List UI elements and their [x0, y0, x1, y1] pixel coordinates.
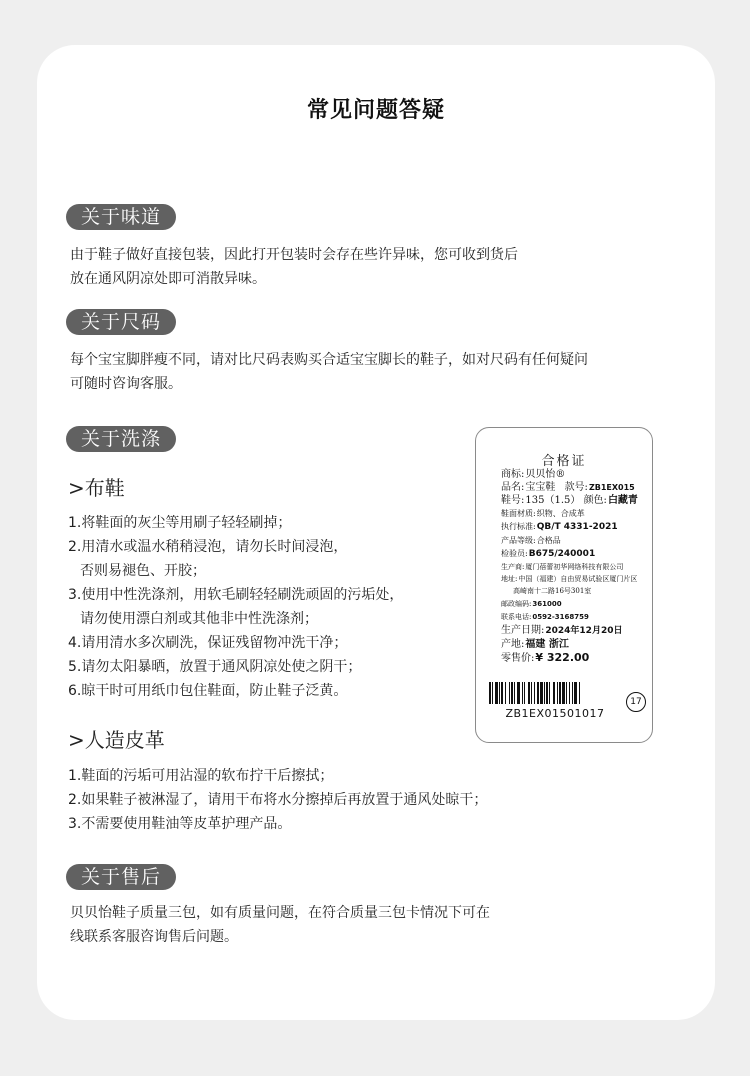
barcode-bar	[549, 682, 550, 704]
cert-origin	[501, 638, 651, 651]
list-item: 2.如果鞋子被淋湿了，请用干布将水分擦掉后再放置于通风处晾干；	[68, 792, 488, 808]
barcode-bar	[534, 682, 535, 704]
barcode-bar	[574, 682, 577, 704]
cert-label: 颜色:	[583, 495, 607, 506]
cert-name-style	[501, 481, 651, 494]
list-item: 4.请用清水多次刷洗，保证残留物冲洗干净；	[68, 635, 348, 651]
cert-label: 鞋号:	[501, 495, 525, 506]
subheading-cloth-shoes: >布鞋	[68, 476, 125, 500]
barcode-bar	[514, 682, 515, 704]
cert-label: 执行标准:	[501, 522, 536, 531]
barcode-bar	[524, 682, 525, 704]
cert-value: 中国（福建）自由贸易试验区厦门片区	[518, 575, 638, 583]
list-item: 1.鞋面的污垢可用沾湿的软布拧干后擦拭；	[68, 768, 334, 784]
cert-label: 商标:	[501, 469, 525, 480]
size-line: 可随时咨询客服。	[70, 376, 182, 392]
cert-label: 款号:	[564, 482, 588, 493]
cert-label: 生产商:	[501, 563, 525, 571]
cert-value: ZB1EX015	[588, 483, 635, 492]
smell-text	[70, 243, 518, 291]
cert-label: 地址:	[501, 575, 518, 583]
cert-phone	[501, 611, 651, 624]
list-item: 3.不需要使用鞋油等皮革护理产品。	[68, 816, 292, 832]
smell-line: 放在通风阴凉处即可消散异味。	[70, 271, 266, 287]
cert-producer	[501, 561, 651, 574]
cert-value: 贝贝怡®	[525, 469, 566, 480]
size-line: 每个宝宝脚胖瘦不同，请对比尺码表购买合适宝宝脚长的鞋子，如对尺码有任何疑问	[70, 352, 588, 368]
smell-line: 由于鞋子做好直接包装，因此打开包装时会存在些许异味，您可收到货后	[70, 247, 518, 263]
section-heading-after-sales: 关于售后	[66, 864, 176, 890]
list-item: 6.晾干时可用纸巾包住鞋面，防止鞋子泛黄。	[68, 683, 348, 699]
after-sales-text	[70, 901, 490, 949]
barcode-bar	[489, 682, 491, 704]
cert-label: 邮政编码:	[501, 600, 532, 608]
cert-price	[501, 651, 651, 665]
cert-value: 福建 浙江	[525, 639, 569, 650]
after-sales-line: 贝贝怡鞋子质量三包，如有质量问题，在符合质量三包卡情况下可在	[70, 905, 490, 921]
section-heading-wash: 关于洗涤	[66, 426, 176, 452]
barcode-image	[488, 682, 622, 704]
barcode-bar	[495, 682, 498, 704]
certificate-fields	[501, 468, 651, 665]
after-sales-line: 线联系客服咨询售后问题。	[70, 929, 238, 945]
barcode-number: ZB1EX01501017	[505, 707, 605, 720]
cert-value: B675/240001	[528, 549, 596, 559]
list-item: 请勿使用漂白剂或其他非中性洗涤剂；	[80, 611, 318, 627]
cert-label: 联系电话:	[501, 613, 532, 621]
barcode-bar	[566, 682, 567, 704]
barcode-bar	[579, 682, 580, 704]
cert-address	[501, 574, 651, 585]
section-heading-size: 关于尺码	[66, 309, 176, 335]
cert-address-line2: 高崎南十二路16号301室	[513, 587, 592, 595]
cert-value: QB/T 4331-2021	[536, 522, 618, 532]
faq-card	[37, 45, 715, 1020]
barcode-bar	[528, 682, 530, 704]
size-badge: 17	[626, 692, 646, 712]
barcode-bar	[540, 682, 543, 704]
barcode-bar	[492, 682, 493, 704]
section-heading-smell: 关于味道	[66, 204, 176, 230]
leather-care-list	[68, 764, 487, 836]
cert-value: 2024年12月20日	[545, 626, 623, 636]
cert-value: 135（1.5）	[525, 495, 581, 506]
cert-value: 0592-3168759	[532, 613, 589, 621]
certificate-title: 合格证	[541, 454, 587, 469]
barcode-bar	[537, 682, 539, 704]
size-text	[70, 348, 588, 396]
barcode-bar	[509, 682, 510, 704]
cert-brand	[501, 468, 651, 481]
cert-label: 品名:	[501, 482, 525, 493]
barcode-bar	[572, 682, 573, 704]
list-item: 3.使用中性洗涤剂，用软毛刷轻轻刷洗顽固的污垢处，	[68, 587, 404, 603]
certificate-tag	[475, 427, 653, 743]
barcode-bar	[559, 682, 561, 704]
list-item: 2.用清水或温水稍稍浸泡，请勿长时间浸泡，	[68, 539, 348, 555]
barcode-bar	[544, 682, 545, 704]
barcode-bar	[501, 682, 503, 704]
barcode-bar	[522, 682, 523, 704]
cert-grade	[501, 534, 651, 547]
list-item: 否则易褪色、开胶；	[80, 563, 206, 579]
cloth-care-list	[68, 511, 403, 703]
cert-standard	[501, 520, 651, 534]
page-title: 常见问题答疑	[306, 98, 445, 123]
barcode-bar	[569, 682, 570, 704]
barcode-bar	[511, 682, 513, 704]
cert-date	[501, 624, 651, 638]
cert-value: 织物、合成革	[536, 509, 585, 518]
cert-label: 产品等级:	[501, 536, 536, 545]
barcode-bar	[531, 682, 532, 704]
list-item: 5.请勿太阳暴晒，放置于通风阴凉处使之阴干；	[68, 659, 362, 675]
list-item: 1.将鞋面的灰尘等用刷子轻轻刷掉；	[68, 515, 292, 531]
cert-postcode	[501, 598, 651, 611]
barcode-bar	[505, 682, 506, 704]
cert-label: 检验员:	[501, 549, 528, 558]
cert-value: 361000	[532, 600, 562, 608]
cert-value: 宝宝鞋	[525, 482, 556, 493]
cert-label: 零售价:	[501, 653, 535, 664]
cert-value: 厦门蓓蕾初华网络科技有限公司	[525, 563, 624, 571]
cert-value: 白藏青	[607, 495, 638, 506]
barcode-bar	[553, 682, 555, 704]
cert-material	[501, 507, 651, 520]
cert-size-color	[501, 494, 651, 507]
cert-label: 鞋面材质:	[501, 509, 536, 518]
barcode-bar	[517, 682, 520, 704]
barcode-bar	[562, 682, 565, 704]
cert-label: 生产日期:	[501, 625, 545, 636]
barcode-bar	[557, 682, 558, 704]
cert-inspector	[501, 547, 651, 561]
cert-label: 产地:	[501, 639, 525, 650]
cert-value: 合格品	[536, 536, 561, 545]
cert-value: ¥ 322.00	[535, 651, 590, 664]
barcode-bar	[546, 682, 548, 704]
subheading-artificial-leather: >人造皮革	[68, 728, 165, 752]
barcode-bar	[499, 682, 500, 704]
